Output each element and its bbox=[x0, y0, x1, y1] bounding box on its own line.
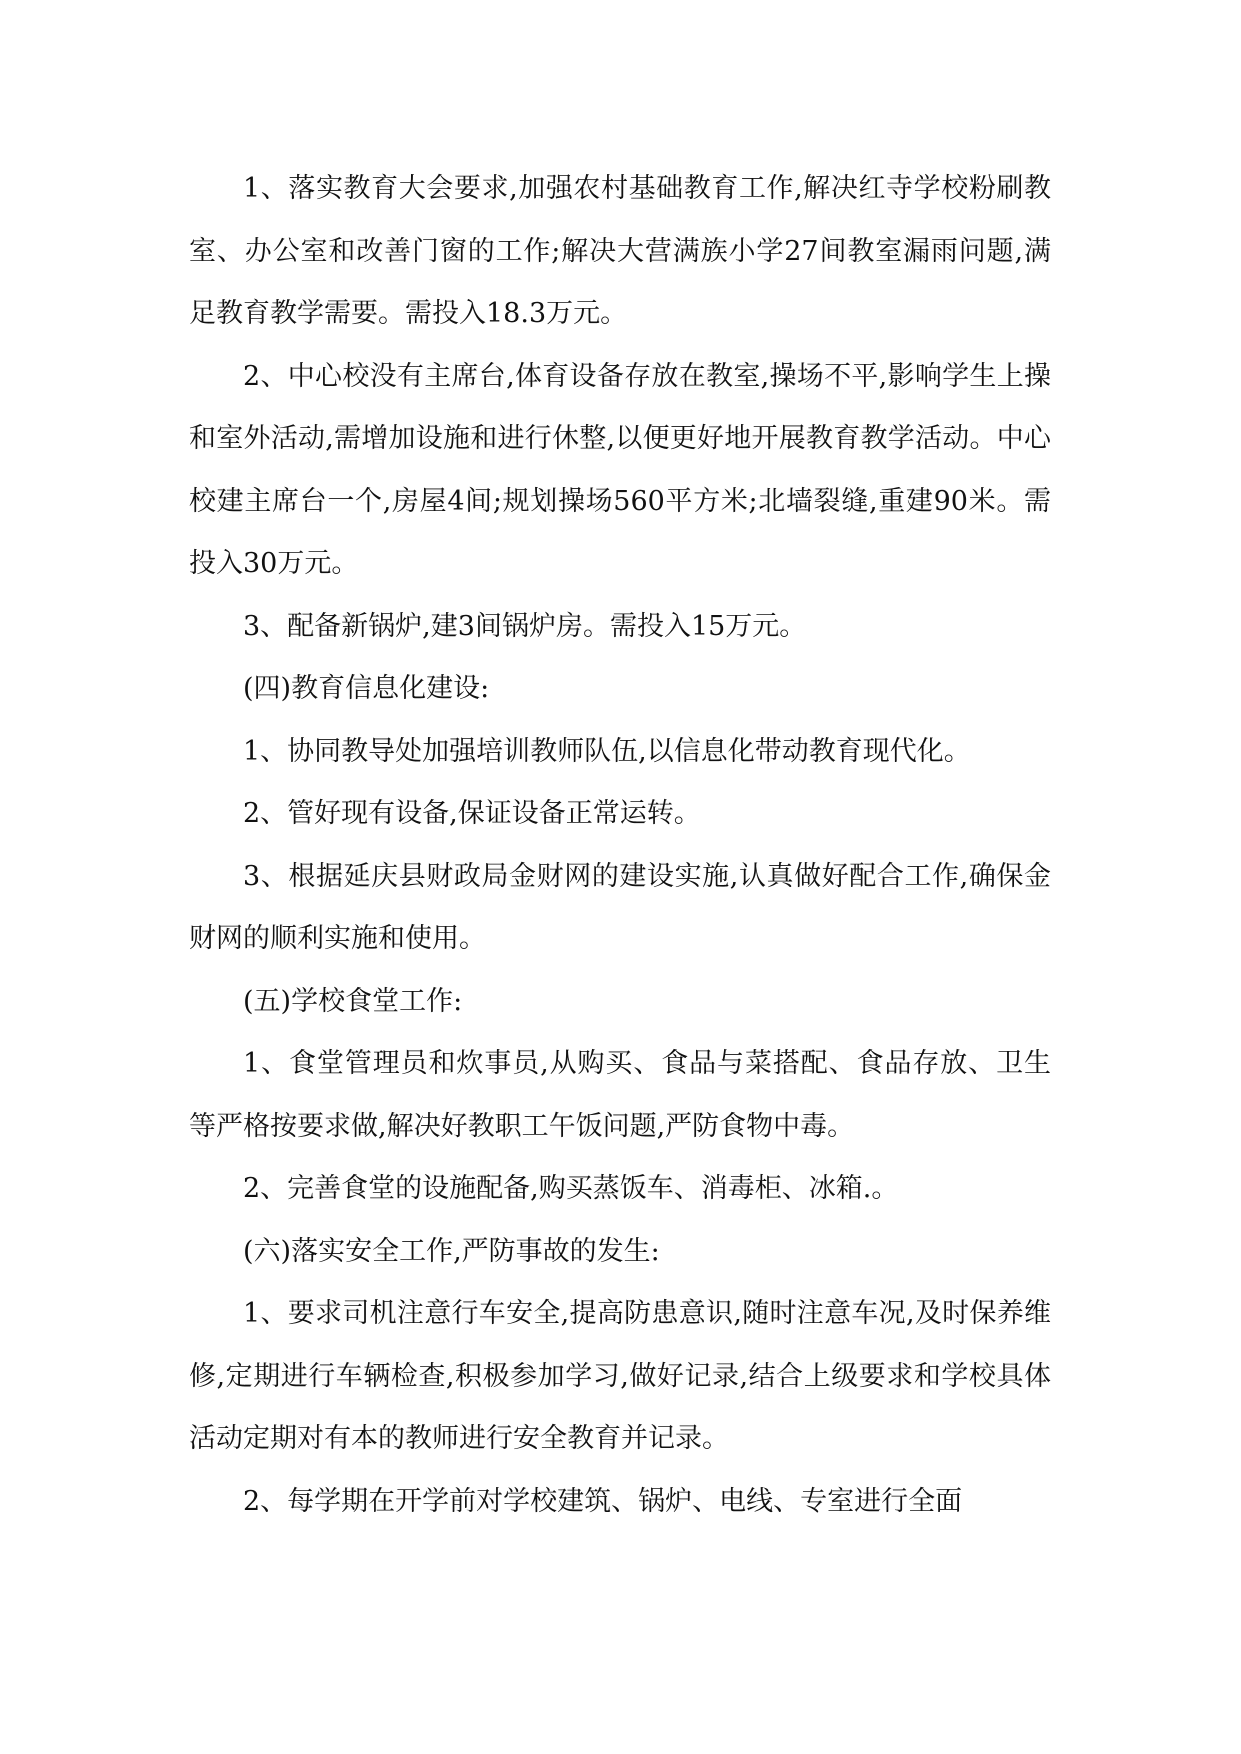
paragraph-3: 3、配备新锅炉,建3间锅炉房。需投入15万元。 bbox=[243, 610, 807, 642]
paragraph-6: 2、管好现有设备,保证设备正常运转。 bbox=[243, 798, 701, 829]
paragraph-9: 1、食堂管理员和炊事员,从购买、食品与菜搭配、食品存放、卫生等严格按要求做,解决好教职工午饭问题,严防食物中毒。 bbox=[189, 1048, 1051, 1142]
section-heading-6: (六)落实安全工作,严防事故的发生: bbox=[243, 1235, 660, 1267]
section-heading-4: (四)教育信息化建设: bbox=[243, 673, 490, 704]
paragraph-12: 1、要求司机注意行车安全,提高防患意识,随时注意车况,及时保养维修,定期进行车辆检查,积极参加学习,做好记录,结合上级要求和学校具体活动定期对有本的教师进行安全教育并记录。 bbox=[189, 1298, 1051, 1454]
paragraph-1: 1、落实教育大会要求,加强农村基础教育工作,解决红寺学校粉刷教室、办公室和改善门窗的工作;解决大营满族小学27间教室漏雨问题,满足教育教学需要。需投入18.3万元。 bbox=[189, 173, 1051, 329]
paragraph-2: 2、中心校没有主席台,体育设备存放在教室,操场不平,影响学生上操和室外活动,需增加设施和进行休整,以便更好地开展教育教学活动。中心校建主席台一个,房屋4间;规划操场560平方米;北墙裂缝,重建90米。需投入30万元。 bbox=[189, 360, 1051, 579]
paragraph-13: 2、每学期在开学前对学校建筑、锅炉、电线、专室进行全面 bbox=[243, 1485, 963, 1517]
section-heading-5: (五)学校食堂工作: bbox=[243, 985, 463, 1017]
paragraph-5: 1、协同教导处加强培训教师队伍,以信息化带动教育现代化。 bbox=[243, 735, 971, 767]
paragraph-10: 2、完善食堂的设施配备,购买蒸饭车、消毒柜、冰箱.。 bbox=[243, 1173, 899, 1204]
document-body bbox=[189, 158, 1051, 1533]
paragraph-7: 3、根据延庆县财政局金财网的建设实施,认真做好配合工作,确保金财网的顺利实施和使用。 bbox=[189, 860, 1051, 954]
